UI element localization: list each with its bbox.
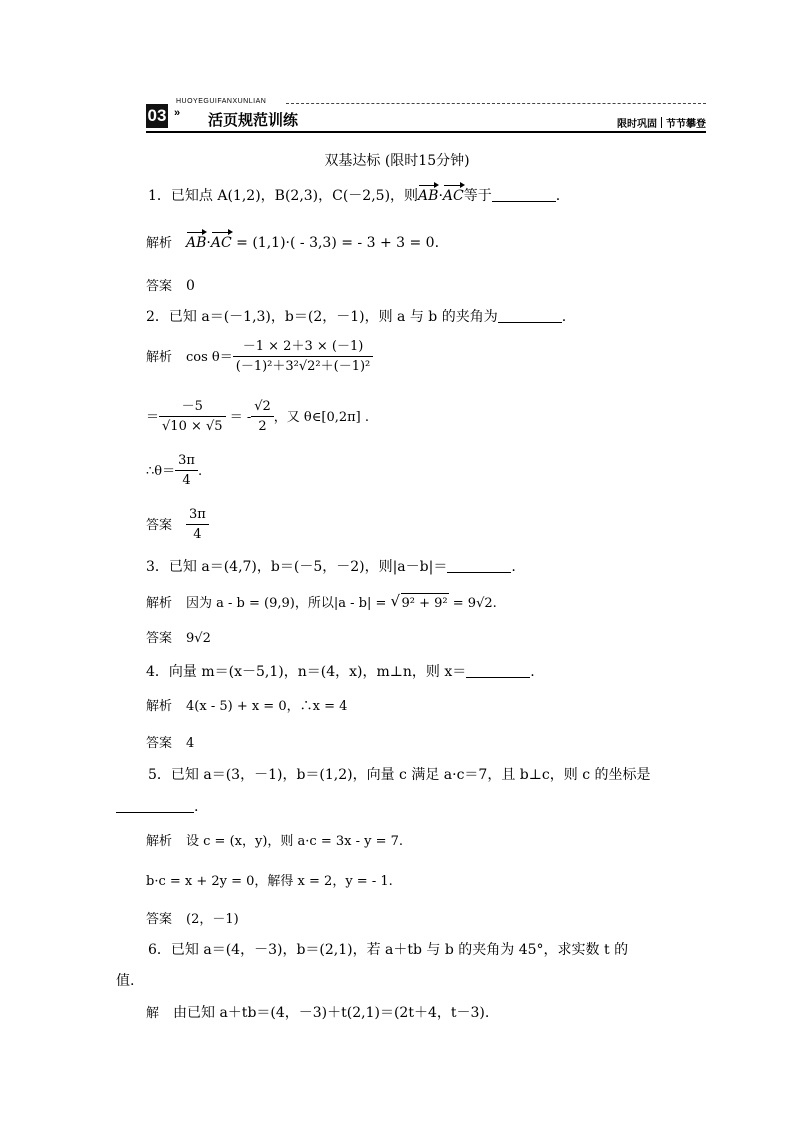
- section-number-badge: 03: [146, 104, 168, 128]
- daan-label: 答案: [146, 736, 173, 751]
- q6-solution: [146, 1003, 489, 1024]
- q2-solution-line3: [146, 452, 202, 491]
- question-6-line2: [116, 971, 134, 991]
- q4-answer: [146, 734, 194, 754]
- q5-solution-line2: [146, 872, 393, 892]
- answer-blank: [498, 308, 562, 323]
- jiexi-label: 解析: [146, 350, 173, 365]
- sqrt-radicand: 9² + 9²: [401, 593, 449, 614]
- answer-blank: [466, 663, 530, 678]
- q5-text: 5．已知 a＝(3，－1)，b＝(1,2)，向量 c 满足 a·c＝7，且 b⊥c，则 c 的坐标是: [148, 767, 651, 783]
- jie-label: 解: [146, 1006, 160, 1021]
- q5-answer: [146, 910, 239, 930]
- q2-solution-line2: [146, 398, 369, 437]
- daan-label: 答案: [146, 518, 173, 533]
- jiexi-label: 解析: [146, 834, 173, 849]
- q2-solution-line1: [146, 338, 373, 377]
- header-rule: [146, 131, 706, 133]
- header-tag-b: 节节攀登: [666, 119, 706, 130]
- fraction-numerator: √2: [251, 398, 274, 417]
- q5-period: .: [194, 799, 199, 815]
- q6-text2: 值.: [116, 973, 135, 989]
- section-title: 双基达标 (限时15分钟): [324, 153, 470, 169]
- answer-blank: [492, 187, 556, 202]
- fraction-numerator: 3π: [175, 452, 198, 471]
- fraction: [251, 398, 274, 437]
- question-1: 1．已知点 A(1,2)，B(2,3)，C(－2,5)，则AB·AC等于 .: [148, 188, 561, 204]
- q1-text: 1．已知点 A(1,2)，B(2,3)，C(－2,5)，则: [148, 188, 419, 204]
- question-5-blank: [116, 797, 198, 817]
- q3-text: 3．已知 a＝(4,7)，b＝(－5，－2)，则|a－b|＝: [146, 559, 448, 575]
- question-3: [146, 557, 516, 577]
- header-right-tags: [617, 115, 706, 130]
- q3-jiexi-b: = 9√2.: [452, 596, 497, 611]
- q1-answer: [146, 276, 195, 297]
- fraction-numerator: 3π: [186, 506, 209, 525]
- q3-solution: [146, 593, 497, 614]
- q1-period: .: [555, 188, 561, 204]
- jiexi-label: 解析: [146, 596, 173, 611]
- vector-AB: AB: [186, 235, 207, 251]
- q2-text: 2．已知 a＝(－1,3)，b＝(2，－1)，则 a 与 b 的夹角为: [146, 309, 498, 325]
- sqrt: [391, 593, 449, 614]
- q2-tail: ，又 θ∈[0,2π] .: [273, 410, 370, 425]
- q2-dot: .: [197, 464, 203, 479]
- fraction: [159, 398, 226, 437]
- page-header: [146, 100, 706, 132]
- question-2: [146, 307, 566, 327]
- vector-AC: AC: [210, 235, 232, 251]
- q6-text1: 6．已知 a＝(4，－3)，b＝(2,1)，若 a＋tb 与 b 的夹角为 45°，求实数 t 的: [148, 942, 629, 958]
- fraction-denominator: (－1)²＋3²√2²＋(－1)²: [235, 359, 371, 374]
- daan-label: 答案: [146, 279, 173, 294]
- q4-text: 4．向量 m＝(x－5,1)，n＝(4，x)，m⊥n，则 x＝: [146, 664, 467, 680]
- fraction: [186, 506, 209, 545]
- q3-answer-value: 9√2: [186, 631, 211, 646]
- question-6: [148, 940, 628, 960]
- fraction-numerator: －5: [159, 398, 226, 417]
- q4-jiexi: 4(x - 5) + x = 0，∴x = 4: [186, 699, 348, 714]
- q5-jiexi2: b·c = x + 2y = 0，解得 x = 2，y = - 1.: [146, 874, 393, 889]
- question-4: [146, 662, 535, 682]
- q2-cos: cos θ＝: [186, 350, 233, 365]
- q2-eq2: ＝: [146, 410, 160, 425]
- q5-jiexi1: 设 c = (x，y)，则 a·c = 3x - y = 7.: [186, 834, 404, 849]
- daan-label: 答案: [146, 912, 173, 927]
- q1-answer-value: 0: [186, 278, 195, 294]
- double-arrow-icon: »: [174, 107, 181, 119]
- q1-text-b: 等于: [463, 188, 492, 204]
- q1-solution: 解析 AB·AC = (1,1)·( - 3,3) = - 3 + 3 = 0.: [146, 233, 439, 254]
- q1-jiexi: = (1,1)·( - 3,3) = - 3 + 3 = 0.: [236, 235, 440, 251]
- jiexi-label: 解析: [146, 236, 173, 251]
- q5-answer-value: (2，－1): [186, 912, 239, 927]
- q4-answer-value: 4: [186, 736, 195, 751]
- fraction-denominator: 4: [182, 473, 191, 488]
- vector-AB: AB: [418, 188, 439, 204]
- fraction-denominator: 2: [258, 419, 267, 434]
- daan-label: 答案: [146, 631, 173, 646]
- answer-blank: [116, 798, 194, 813]
- header-title: 活页规范训练: [208, 111, 299, 129]
- header-separator: [661, 117, 662, 128]
- fraction-denominator: 4: [193, 527, 202, 542]
- q6-sol: 由已知 a＋tb＝(4，－3)＋t(2,1)＝(2t＋4，t－3).: [173, 1005, 490, 1021]
- header-tag-a: 限时巩固: [617, 119, 657, 130]
- jiexi-label: 解析: [146, 699, 173, 714]
- fraction: [175, 452, 198, 491]
- q4-solution: [146, 697, 347, 717]
- q2-therefore: ∴θ＝: [146, 464, 176, 479]
- fraction-denominator: √10 × √5: [162, 419, 223, 434]
- q3-jiexi-a: 因为 a - b = (9,9)，所以|a - b| =: [186, 596, 387, 611]
- q4-period: .: [530, 664, 535, 680]
- q2-answer: [146, 506, 209, 545]
- answer-blank: [447, 558, 511, 573]
- q3-answer: [146, 629, 211, 649]
- q2-period: .: [561, 309, 567, 325]
- question-5: [148, 765, 651, 785]
- vector-AC: AC: [442, 188, 464, 204]
- header-dotted-rule: [286, 103, 706, 104]
- q3-period: .: [511, 559, 516, 575]
- q5-solution-line1: [146, 832, 403, 852]
- fraction-numerator: －1 × 2＋3 × (－1): [233, 338, 374, 357]
- q2-eq3: ＝ -: [229, 410, 252, 425]
- fraction: [233, 338, 374, 377]
- header-pinyin: HUOYEGUIFANXUNLIAN: [176, 98, 267, 105]
